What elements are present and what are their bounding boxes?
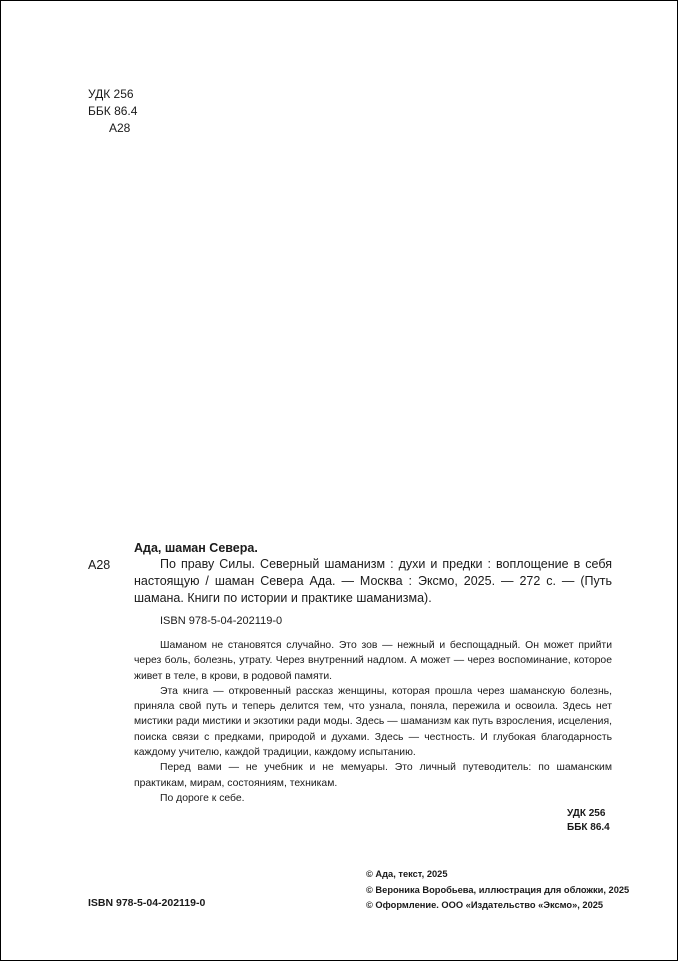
bbk-code: ББК 86.4 (88, 104, 138, 118)
bibliographic-description: По праву Силы. Северный шаманизм : духи и предки : воплощение в себя настоящую / шаман Севера Ада. — Москва : Эксмо, 2025. — 272 с. — (Путь шамана. Книги по истории и практике шаманизма). (134, 557, 612, 605)
author-sign-top: А28 (109, 121, 131, 135)
annotation-paragraph: Перед вами — не учебник и не мемуары. Это личный путеводитель: по шаманским практикам, мирам, состояниям, техникам. (134, 762, 612, 789)
classification-block-bottom (567, 807, 610, 835)
bbk-code-bottom: ББК 86.4 (567, 822, 610, 833)
annotation-paragraph: Эта книга — откровенный рассказ женщины, которая прошла через шаманскую болезнь, приняла свой путь и теперь делится тем, что узнала, поняла, пережила и освоила. Здесь нет мистики ради мистики и экзотики ради моды. Здесь — шаманизм как путь взросления, исцеления, поиска связи с предками, природой и духами. Здесь — честность. И глубокая благодарность каждому учителю, каждой традиции, каждому испытанию. (134, 685, 612, 759)
isbn-bottom: ISBN 978-5-04-202119-0 (88, 897, 206, 909)
copyright-block (366, 867, 629, 914)
author-heading: Ада, шаман Севера. (134, 541, 258, 555)
copyright-text-author: © Ада, текст, 2025 (366, 869, 448, 879)
classification-block-top (88, 86, 137, 137)
copyright-design: © Оформление. ООО «Издательство «Эксмо», 2025 (366, 900, 604, 910)
udk-code: УДК 256 (88, 87, 134, 101)
annotation-paragraph: По дороге к себе. (160, 792, 245, 804)
author-sign-card: А28 (88, 558, 111, 572)
annotation-paragraph: Шаманом не становятся случайно. Это зов — нежный и беспощадный. Он может прийти через боль, болезнь, утрату. Через внутренний надлом. А может — через воспоминание, которое живет в теле, в крови, в родовой памяти. (134, 640, 612, 682)
isbn-card: ISBN 978-5-04-202119-0 (160, 615, 283, 627)
udk-code-bottom: УДК 256 (567, 808, 606, 819)
annotation (134, 638, 612, 806)
copyright-cover-illustration: © Вероника Воробьева, иллюстрация для обложки, 2025 (366, 884, 630, 895)
